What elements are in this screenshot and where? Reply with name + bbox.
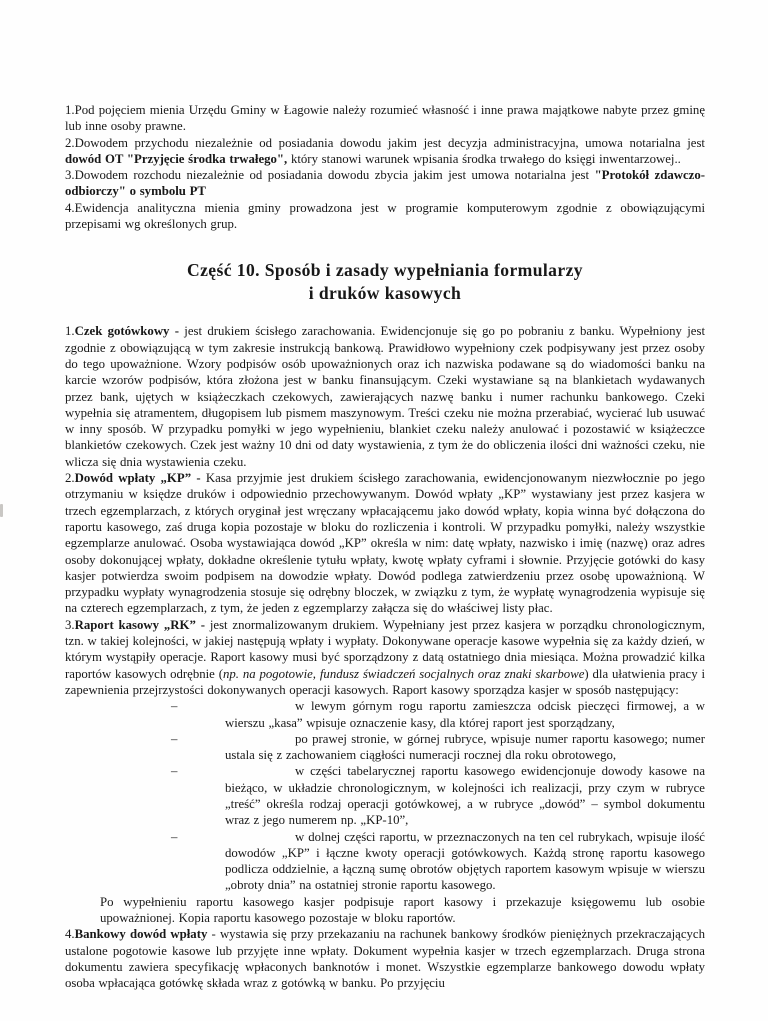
dash-icon: – [171, 699, 178, 714]
bullet-text: w dolnej części raportu, w przeznaczonych na ten cel rubrykach, wpisuje ilość dowodów „KP” i łączne kwoty operacji gotówkowych. Każdą stronę raportu kasowego podlicza oddzielnie, a łączną sumę obrotów objętych raportem kasowym wpisuje w wierszu „obroty dnia” na ostatniej stronie raportu kasowego. [225, 829, 705, 893]
paragraph-bankowy-dowod-wplaty: 4.Bankowy dowód wpłaty - wystawia się przy przekazaniu na rachunek bankowy środków pieniężnych przekraczających ustalone pogotowie kasowe lub przyjęte inne wpłaty. Dokument wypełnia kasjer w trzech egzemplarzach. Druga strona dokumentu zawiera specyfikację wpłaconych banknotów i monet. Wszystkie egzemplarze bankowego dowodu wpłaty osoba wpłacająca gotówkę składa wraz z gotówką w banku. Po przyjęciu [65, 927, 705, 991]
dash-icon: – [171, 731, 178, 746]
bullet-item [65, 731, 705, 764]
bullet-text: w części tabelarycznej raportu kasowego ewidencjonuje dowody kasowe na bieżąco, w układzie chronologicznym, w kolejności ich realizacji, przy czym w rubryce „treść” określa rodzaj operacji gotówkowej, a w rubryce „dowód” – symbol dokumentu wraz z jego numerem np. „KP-10”, [225, 764, 705, 828]
section-title-line2: i druków kasowych [308, 282, 462, 303]
intro-paragraph-2: 2.Dowodem przychodu niezależnie od posiadania dowodu jakim jest decyzja administracyjna, umowa notarialna jest dowód OT "Przyjęcie środka trwałego", który stanowi warunek wpisania środka trwałego do księgi inwentarzowej.. [65, 135, 705, 166]
intro-paragraph-1: 1.Pod pojęciem mienia Urzędu Gminy w Łagowie należy rozumieć własność i inne prawa majątkowe nabyte przez gminę lub inne osoby prawne. [65, 103, 705, 134]
document-body [65, 323, 705, 991]
section-title-line1: Część 10. Sposób i zasady wypełniania formularzy [186, 260, 583, 281]
bullet-text: po prawej stronie, w górnej rubryce, wpisuje numer raportu kasowego; numer ustala się z zachowaniem ciągłości numeracji rocznej dla roku obrotowego, [225, 731, 705, 763]
intro-paragraph-3: 3.Dowodem rozchodu niezależnie od posiadania dowodu zbycia jakim jest umowa notarialna jest "Protokół zdawczo-odbiorczy" o symbolu PT [65, 168, 706, 199]
bullet-text: w lewym górnym rogu raportu zamieszcza odcisk pieczęci firmowej, a w wierszu „kasa” wpisuje oznaczenie kasy, dla której raport jest sporządzany, [225, 699, 705, 730]
paragraph-po-wypelnieniu: Po wypełnieniu raportu kasowego kasjer podpisuje raport kasowy i przekazuje księgowemu lub osobie upoważnionej. Kopia raportu kasowego pozostaje w bloku raportów. [100, 894, 705, 926]
paragraph-dowod-wplaty-kp: 2.Dowód wpłaty „KP” - Kasa przyjmie jest drukiem ścisłego zarachowania, ewidencjonowanym niezwłocznie po jego otrzymaniu w księdze druków i odpowiednio przechowywanym. Dowód wpłaty „KP” wystawiany jest przez kasjera w trzech egzemplarzach, z których oryginał jest wręczany wpłacającemu jako dowód wpłaty, kopia winna być dołączona do raportu kasowego, zaś druga kopia pozostaje w bloku do rozliczenia i kontroli. W przypadku pomyłki, należy wszystkie egzemplarze anulować. Osoba wystawiająca dowód „KP” określa w nim: datę wpłaty, nazwisko i imię (nazwę) oraz adres osoby dokonującej wpłaty, dokładne określenie tytułu wpłaty, kwotę wpłaty cyframi i słownie. Przyjęcie gotówki do kasy kasjer potwierdza swoim podpisem na dowodzie wpłaty. Dowód podlega zatwierdzeniu przez osobę upoważnioną. W przypadku wypłaty wynagrodzenia stosuje się odrębny bloczek, w związku z tym, że wypłatę wynagrodzenia wypisuje się na czterech egzemplarzach, z tym, że jeden z egzemplarzy załącza się do właściwej listy płac. [65, 471, 705, 616]
bullet-item [65, 763, 705, 828]
intro-list [65, 102, 705, 232]
dash-icon: – [171, 764, 178, 779]
section-title [65, 259, 705, 304]
intro-paragraph-4: 4.Ewidencja analityczna mienia gminy prowadzona jest w programie komputerowym zgodnie z obowiązującymi przepisami wg określonych grup. [65, 200, 705, 232]
paragraph-raport-kasowy-rk: 3.Raport kasowy „RK” - jest znormalizowanym drukiem. Wypełniany jest przez kasjera w porządku chronologicznym, tzn. w takiej kolejności, w jakiej następują wpłaty i wypłaty. Dokonywane operacje kasowe wypełnia się za każdy dzień, w którym wystąpiły operacje. Raport kasowy musi być sporządzony z datą ostatniego dnia miesiąca. Można prowadzić kilka raportów kasowych odrębnie (np. na pogotowie, fundusz świadczeń socjalnych oraz znaki skarbowe) dla ułatwienia pracy i zapewnienia przejrzystości dokonywanych operacji kasowych. Raport kasowy sporządza kasjer w sposób następujący: [65, 617, 706, 697]
bullet-list [65, 698, 705, 894]
bullet-item [65, 698, 705, 731]
bullet-item [65, 829, 705, 894]
dash-icon: – [171, 829, 178, 844]
scan-artifact [0, 504, 3, 517]
paragraph-czek-gotowkowy: 1.Czek gotówkowy - jest drukiem ścisłego zarachowania. Ewidencjonuje się go po pobraniu z banku. Wypełniony jest zgodnie z obowiązującą w tym zakresie instrukcją bankową. Prawidłowo wypełniony czek podpisywany jest przez osoby do tego upoważnione. Wzory podpisów osób upoważnionych oraz ich nazwiska podawane są do wiadomości banku na karcie wzorów podpisów, która złożona jest w banku finansującym. Czeki wystawiane są na blankietach wydawanych przez bank, ujętych w książeczkach czekowych, zawierających nazwę banku i numer rachunku bankowego. Czeki wypełnia się atramentem, długopisem lub pismem maszynowym. Treści czeku nie można przerabiać, wycierać lub usuwać w inny sposób. W przypadku pomyłki w jego wypełnieniu, blankiet czeku należy anulować i pozostawić w książeczce blankietów czekowych. Czek jest ważny 10 dni od daty wystawienia, z tym że do obliczenia ilości dni ważności czeku, nie wlicza się dnia wystawienia czeku. [65, 324, 705, 469]
